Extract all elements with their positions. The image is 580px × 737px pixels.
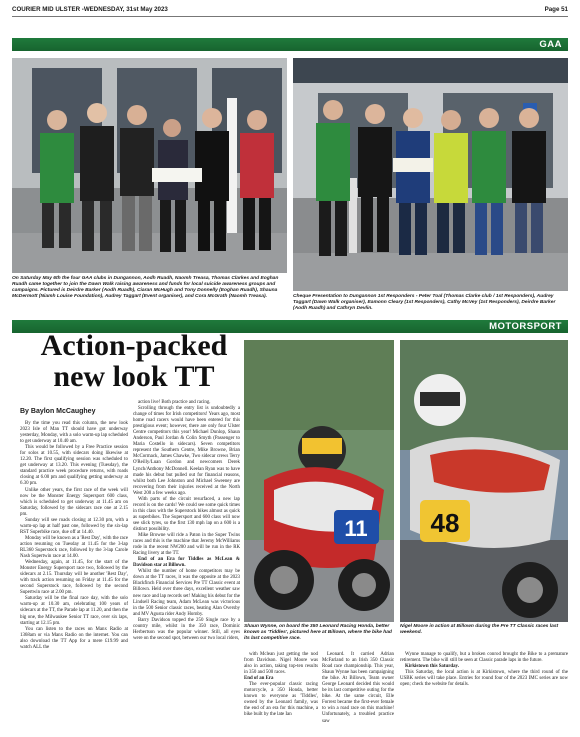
col1-paragraph: This would be followed by a Free Practice session for solos at 10.55, with sidecars doing likewise at 12.20. The first qualifying session was scheduled to get underway at 13.20. This evening (Tuesday), the standard practice week procedure returns, with roads closing at 6.00 pm and qualifying getting underway at 6.30 pm.	[20, 445, 128, 487]
col3-paragraph: with Mclean just getting the nod from Davidson. Nigel Moore was also in action, taking top-ten results in 350 and 500 races.	[244, 652, 318, 676]
col2-paragraph: Scrolling through the entry list is undoubtedly a change of times for Irish competitors! Years ago, most home road racers would have been entered for this prestigious event; however, there are only four Ulster Centre competitors this year! Michael Dunlop, Shaun Anderson, Paul Jordan & Colin Smyth (Passenger to Maria Costello in sidecars). Seven competitors represent the Southern Centre, Mike Browne, Brian McCormack, James Chawke, Two sidecar crews Terry O'Reilly/Luan Gordon and newcomers Derek Lynch/Anthony McDonnell. Keelan Ryan was to have made his debut but pulled out for financial reasons, whilst both Lee Johnston and Michael Sweeney are recovering from their injuries received at the North West 200 a few weeks ago.	[133, 406, 240, 496]
col3-subhead: End of an Era	[244, 676, 274, 682]
col1-paragraph: Saturday will be the final race day, with the solo warm-up at 10.30 am, celebrating 100 years of sidecars at the TT, the Parade lap at 11.20, and then the big one, the Milwaukee Senior TT race, over six laps, starting at 12.15 pm.	[20, 596, 128, 626]
article-column-5	[400, 652, 568, 688]
col1-paragraph: By the time you read this column, the new look 2023 Isle of Man TT should have got underway yesterday, Monday, with a solo warm-up lap scheduled to get underway at 10.40 am.	[20, 421, 128, 445]
motorsport-photo-right	[400, 340, 568, 622]
col1-paragraph: Wednesday, again, at 11.45, for the start of the Monster Energy Supersport race two, followed by the sidecars at 2.15. Thursday will be another 'Rest Day', with track action resuming on Friday at 11.45 for the second Superstock race, followed by the second Supertwin race at 2.00 pm.	[20, 560, 128, 596]
col5-paragraph: This Saturday, the local action is at Kirkistown, where the third round of the USBK series will take place. Entries for round four of the 2023 IMC series are now open; check the website for details.	[400, 670, 568, 688]
col2-paragraph: Barry Davidson topped the 250 Single race by a country mile, whilst in the 350 race, Dominic Herbertson was the popular winner. Still, all eyes were on the second spot, between our two local riders,	[133, 617, 240, 641]
publication-line: COURIER MID ULSTER -WEDNESDAY, 31st May 2023	[12, 6, 168, 13]
col5-paragraph: Wynne manage to qualify, but a broken conrod brought the Bike to a premature retirement. The bike will still be seen at Classic parade laps in the future.	[400, 652, 568, 664]
article-byline: By Baylon McCaughey	[20, 408, 96, 415]
race-number-plate-left: 11	[344, 516, 368, 541]
moto-photo-left-illustration	[244, 340, 394, 622]
col2-paragraph: Whilst the number of home competitors may be down at the TT races, it was the opposite at the 2023 Blackfinch Financial Services Pre TT Classic event at Billown. Held over three days, excellent weather saw new race and lap records set! Making his debut for the Lindsell Racing team, Adam McLean was victorious in the 500 Senior classic races, beating Alan Oversby and MV Agusta rider Andy Hornby.	[133, 569, 240, 617]
article-column-1	[20, 421, 128, 651]
masthead	[12, 4, 568, 17]
col3-paragraph: The ever-popular classic racing motorcycle, a 350 Honda, better known to everyone as 'Tiddles', owned by the Leonard family, was the end of an era for this machine, a bike built by the late Ian	[244, 682, 318, 718]
col1-paragraph: Monday will be known as a 'Rest Day', with the race action resuming on Tuesday at 11.45 for the 3-lap RL360 Superstock race, followed by the 3-lap Carole Nash Supertwin race at 14.00.	[20, 535, 128, 560]
article-headline	[34, 330, 234, 392]
moto-photo-right-illustration	[400, 340, 568, 622]
col2-paragraph: action live! Both practice and racing.	[138, 400, 211, 405]
col1-paragraph: You can listen to the races on Manx Radio at 1368am or via Manx Radio on the internet. You can also download the TT App for a mere £19.99 and watch ALL the	[20, 626, 128, 650]
race-number-plate-right: 48	[430, 508, 460, 538]
motorsport-photo-left	[244, 340, 394, 622]
col1-paragraph: Unlike other years, the first race of the week will now be the Monster Energy Supersport 600 class, which is scheduled to get underway at 11.45 am on Saturday, followed by the sidecars race one at 2.15 pm.	[20, 487, 128, 517]
col1-paragraph: Sunday will see roads closing at 12.30 pm, with a warm-up lap at half past one, followed by the six-lap RST Superbike race, due off at 14.40.	[20, 517, 128, 535]
gaa-caption-right: Cheque Presentation to Dungannon 1st Responders - Peter Toal (Thomas Clarke club / 1st Responders), Audrey Taggart (Dawn Walk organiser), Eamonn Cleary (1st Responders), Cathy McVey (1st Responders), Deirdre Barker (Aodh Ruadh) and Cathryn Devlin.	[293, 294, 556, 312]
section-bar-gaa	[12, 38, 568, 51]
section-title-motorsport: MOTORSPORT	[489, 321, 562, 332]
moto-caption-right: Nigel Moore in action at Billown during the Pre TT Classic races last weekend.	[400, 624, 559, 636]
gaa-photo-right-illustration	[293, 58, 568, 291]
col2-subhead: End of an Era for Tiddles as McLean & Davidson star at Billown.	[133, 557, 240, 569]
article-column-3	[244, 652, 318, 719]
article-column-2	[133, 400, 240, 642]
col2-paragraph: Mike Browne will ride a Paton in the Super Twins races and this is the machine that Jeremy McWilliams rode in the recent NW200 and will be run in the RK Racing livery at the TT.	[133, 533, 240, 557]
headline-line-1: Action-packed	[40, 329, 228, 362]
moto-caption-left: Shaun Wynne, on board the 350 Leonard Racing Honda, better known as 'Tiddles', pictured here at Billown, where the bike had its last competitive race.	[244, 624, 392, 642]
gaa-photo-left-illustration	[12, 58, 287, 273]
article-column-4	[322, 652, 394, 725]
headline-line-2: new look TT	[53, 360, 215, 393]
col2-paragraph: With parts of the circuit resurfaced, a new lap record is on the cards! We could see some quick times in this class with the Superstock bikes almost as quick as superbikes. The Supersport and 600 class will now see slick tyres, so the first 130 mph lap on a 600 is a distinct possibility.	[133, 496, 240, 532]
page-number: Page 51	[544, 6, 568, 13]
col4-paragraph: Leonard. It carried Adrian McFarland to an Irish 350 Classic Road race championship. This year, Shaun Wynne has been campaigning the bike. At Billown, Team owner George Leonard decided this would be its last competitive outing for the bike. At the same circuit, Elle Forrest became the first-ever female to win a road race on this machine! Unfortunately, a troubled practice saw	[322, 652, 394, 724]
gaa-group-photo-right	[293, 58, 568, 291]
gaa-caption-left: On Saturday May 6th the four GAA clubs in Dungannon, Aodh Ruadh, Naomh Treasa, Thomas Clarkes and Eoghan Ruadh came together to join the Dawn Walk raising awareness and funds for local suicide awareness groups and campaigns. Pictured is Deirdre Barker (Aodh Ruadh), Ciaran McHugh and Tony Donnelly (Eoghan Ruadh), Shauna McDermott (Niamh Louise Foundation), Audrey Taggart (Event organiser), and Cora McGrath (Naomh Treasa).	[12, 276, 279, 300]
col5-subhead: Kirkistown this Saturday.	[405, 664, 459, 670]
section-title-gaa: GAA	[539, 39, 562, 50]
gaa-group-photo-left	[12, 58, 287, 273]
